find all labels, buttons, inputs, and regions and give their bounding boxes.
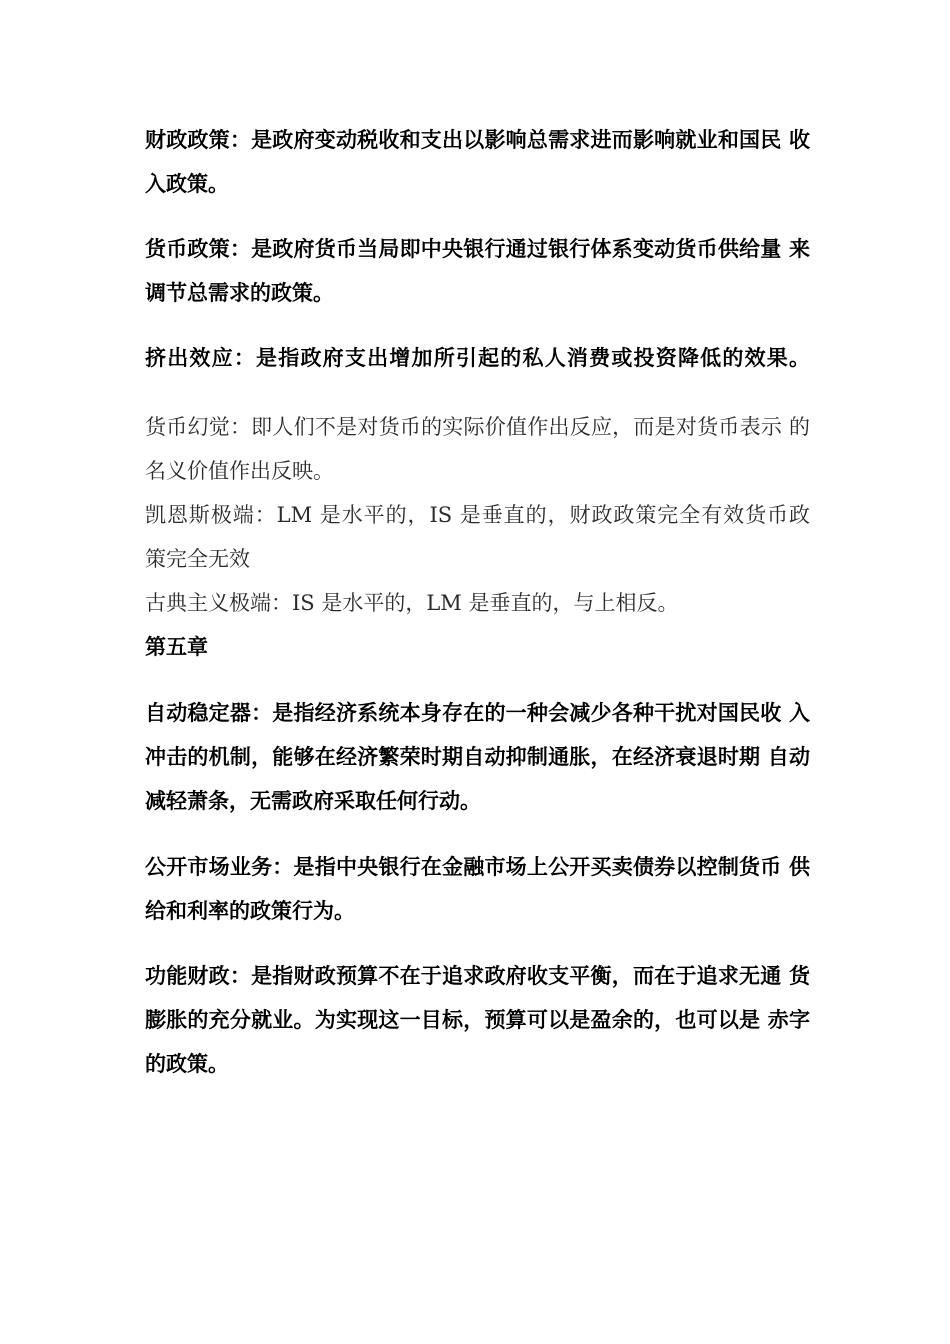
classical-extreme-line-1: 古典主义极端：IS 是水平的，LM 是垂直的，与上相反。 bbox=[145, 591, 679, 615]
fiscal-policy-line-1: 财政政策：是政府变动税收和支出以影响总需求进而影响就业和国民 收 bbox=[145, 128, 810, 152]
crowding-out-line-1: 挤出效应：是指政府支出增加所引起的私人消费或投资降低的效果。 bbox=[145, 346, 810, 370]
monetary-policy-line-1: 货币政策：是政府货币当局即中央银行通过银行体系变动货币供给量 来 bbox=[145, 237, 810, 261]
keynesian-extreme-line-1: 凯恩斯极端：LM 是水平的，IS 是垂直的，财政政策完全有效货币政 bbox=[145, 503, 810, 527]
money-illusion-line-1: 货币幻觉：即人们不是对货币的实际价值作出反应，而是对货币表示 的 bbox=[145, 415, 810, 439]
functional-finance-line-3: 的政策。 bbox=[145, 1052, 229, 1076]
open-market-line-1: 公开市场业务：是指中央银行在金融市场上公开买卖债券以控制货币 供 bbox=[145, 855, 810, 879]
open-market-line-2: 给和利率的政策行为。 bbox=[145, 899, 355, 923]
keynesian-extreme-line-2: 策完全无效 bbox=[145, 547, 250, 571]
money-illusion-line-2: 名义价值作出反映。 bbox=[145, 459, 334, 483]
automatic-stabilizer-line-2: 冲击的机制，能够在经济繁荣时期自动抑制通胀，在经济衰退时期 自动 bbox=[145, 745, 810, 769]
functional-finance-line-2: 膨胀的充分就业。为实现这一目标，预算可以是盈余的，也可以是 赤字 bbox=[145, 1008, 810, 1032]
automatic-stabilizer-line-1: 自动稳定器：是指经济系统本身存在的一种会减少各种干扰对国民收 入 bbox=[145, 701, 810, 725]
chapter-heading: 第五章 bbox=[145, 635, 208, 659]
functional-finance-line-1: 功能财政：是指财政预算不在于追求政府收支平衡，而在于追求无通 货 bbox=[145, 964, 810, 988]
automatic-stabilizer-line-3: 减轻萧条，无需政府采取任何行动。 bbox=[145, 789, 481, 813]
monetary-policy-line-2: 调节总需求的政策。 bbox=[145, 281, 334, 305]
fiscal-policy-line-2: 入政策。 bbox=[145, 172, 229, 196]
